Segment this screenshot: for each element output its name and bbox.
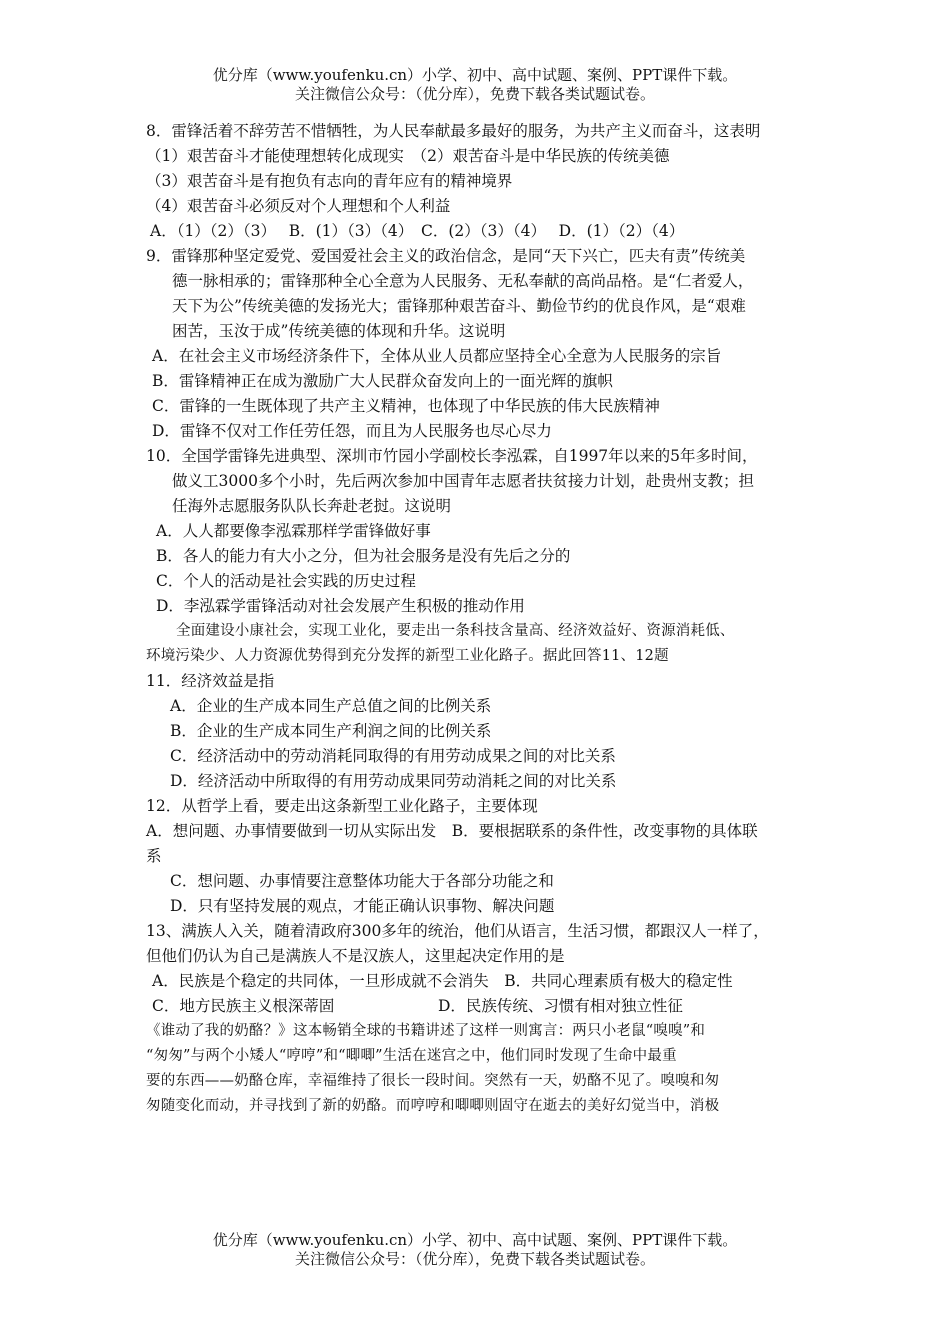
q13-stem-2: 但他们仍认为自己是满族人不是汉族人，这里起决定作用的是 xyxy=(146,947,565,965)
q12-option-d: D．只有坚持发展的观点，才能正确认识事物、解决问题 xyxy=(170,897,555,915)
passage-line-4: 匆随变化而动，并寻找到了新的奶酪。而哼哼和唧唧则固守在逝去的美好幻觉当中，消极 xyxy=(146,1098,720,1114)
q9-option-c: C．雷锋的一生既体现了共产主义精神，也体现了中华民族的伟大民族精神 xyxy=(152,397,660,415)
intro-11-12-line-1: 全面建设小康社会，实现工业化，要走出一条科技含量高、经济效益好、资源消耗低、 xyxy=(176,623,735,639)
passage-line-3: 要的东西——奶酪仓库，幸福维持了很长一段时间。突然有一天，奶酪不见了。嗅嗅和匆 xyxy=(146,1073,720,1089)
q10-option-a: A．人人都要像李泓霖那样学雷锋做好事 xyxy=(156,522,431,540)
q12-options-a-b: A．想问题、办事情要做到一切从实际出发 B．要根据联系的条件性，改变事物的具体联 xyxy=(146,822,758,840)
q9-stem-3: 天下为公”传统美德的发扬光大；雷锋那种艰苦奋斗、勤俭节约的优良作风，是“艰难 xyxy=(172,297,746,315)
q8-statement-4: （4）艰苦奋斗必须反对个人理想和个人利益 xyxy=(146,197,451,215)
q8-statement-3: （3）艰苦奋斗是有抱负有志向的青年应有的精神境界 xyxy=(146,172,513,190)
q10-stem-3: 任海外志愿服务队队长奔赴老挝。这说明 xyxy=(172,497,452,515)
page-header xyxy=(0,66,950,104)
q12-option-c: C．想问题、办事情要注意整体功能大于各部分功能之和 xyxy=(170,872,554,890)
q12-stem: 12．从哲学上看，要走出这条新型工业化路子，主要体现 xyxy=(146,797,538,815)
q11-stem: 11．经济效益是指 xyxy=(146,672,275,690)
q11-option-d: D．经济活动中所取得的有用劳动成果同劳动消耗之间的对比关系 xyxy=(170,772,617,790)
q8-options: A．（1）（2）（3） B．(1）（3）（4） C．(2）（3）（4） D．(1）（2）（4） xyxy=(150,222,685,240)
q13-options-a-b: A．民族是个稳定的共同体，一旦形成就不会消失 B．共同心理素质有极大的稳定性 xyxy=(152,972,733,990)
q11-option-b: B．企业的生产成本同生产利润之间的比例关系 xyxy=(170,722,492,740)
passage-line-2: “匆匆”与两个小矮人“哼哼”和“唧唧”生活在迷宫之中，他们同时发现了生命中最重 xyxy=(146,1048,677,1064)
header-line-2: 关注微信公众号：（优分库），免费下载各类试题试卷。 xyxy=(294,85,655,103)
page-footer xyxy=(0,1231,950,1269)
q10-option-b: B．各人的能力有大小之分，但为社会服务是没有先后之分的 xyxy=(156,547,571,565)
q9-stem-4: 困苦，玉汝于成”传统美德的体现和升华。这说明 xyxy=(172,322,506,340)
q9-option-b: B．雷锋精神正在成为激励广大人民群众奋发向上的一面光辉的旗帜 xyxy=(152,372,613,390)
q13-option-d: D．民族传统、习惯有相对独立性征 xyxy=(438,997,683,1015)
intro-11-12-line-2: 环境污染少、人力资源优势得到充分发挥的新型工业化路子。据此回答11、12题 xyxy=(146,648,669,664)
q9-stem-2: 德一脉相承的；雷锋那种全心全意为人民服务、无私奉献的高尚品格。是“仁者爱人， xyxy=(172,272,754,290)
footer-line-2: 关注微信公众号：（优分库），免费下载各类试题试卷。 xyxy=(294,1250,655,1268)
q9-stem-1: 9．雷锋那种坚定爱党、爱国爱社会主义的政治信念，是同“天下兴亡，匹夫有责”传统美 xyxy=(146,247,746,265)
q13-stem-1: 13、满族人入关，随着清政府300多年的统治，他们从语言，生活习惯，都跟汉人一样了， xyxy=(146,922,769,940)
q10-option-c: C．个人的活动是社会实践的历史过程 xyxy=(156,572,416,590)
passage-line-1: 《谁动了我的奶酪？》这本畅销全球的书籍讲述了这样一则寓言：两只小老鼠“嗅嗅”和 xyxy=(146,1023,706,1039)
q11-option-a: A．企业的生产成本同生产总值之间的比例关系 xyxy=(170,697,492,715)
q10-option-d: D．李泓霖学雷锋活动对社会发展产生积极的推动作用 xyxy=(156,597,525,615)
q10-stem-1: 10．全国学雷锋先进典型、深圳市竹园小学副校长李泓霖，自1997年以来的5年多时间， xyxy=(146,447,758,465)
q13-option-c: C．地方民族主义根深蒂固 xyxy=(152,997,335,1015)
footer-line-1: 优分库（www.youfenku.cn）小学、初中、高中试题、案例、PPT课件下载。 xyxy=(212,1231,738,1249)
q9-option-d: D．雷锋不仅对工作任劳任怨，而且为人民服务也尽心尽力 xyxy=(152,422,552,440)
q10-stem-2: 做义工3000多个小时，先后两次参加中国青年志愿者扶贫接力计划，赴贵州支教；担 xyxy=(172,472,754,490)
q12-options-b-cont: 系 xyxy=(146,847,162,865)
q8-stem: 8．雷锋活着不辞劳苦不惜牺牲，为人民奉献最多最好的服务，为共产主义而奋斗，这表明 xyxy=(146,122,761,140)
q9-option-a: A．在社会主义市场经济条件下，全体从业人员都应坚持全心全意为人民服务的宗旨 xyxy=(152,347,722,365)
header-line-1: 优分库（www.youfenku.cn）小学、初中、高中试题、案例、PPT课件下载。 xyxy=(212,66,738,84)
q8-statement-1-2: （1）艰苦奋斗才能使理想转化成现实 （2）艰苦奋斗是中华民族的传统美德 xyxy=(146,147,670,165)
q11-option-c: C．经济活动中的劳动消耗同取得的有用劳动成果之间的对比关系 xyxy=(170,747,616,765)
